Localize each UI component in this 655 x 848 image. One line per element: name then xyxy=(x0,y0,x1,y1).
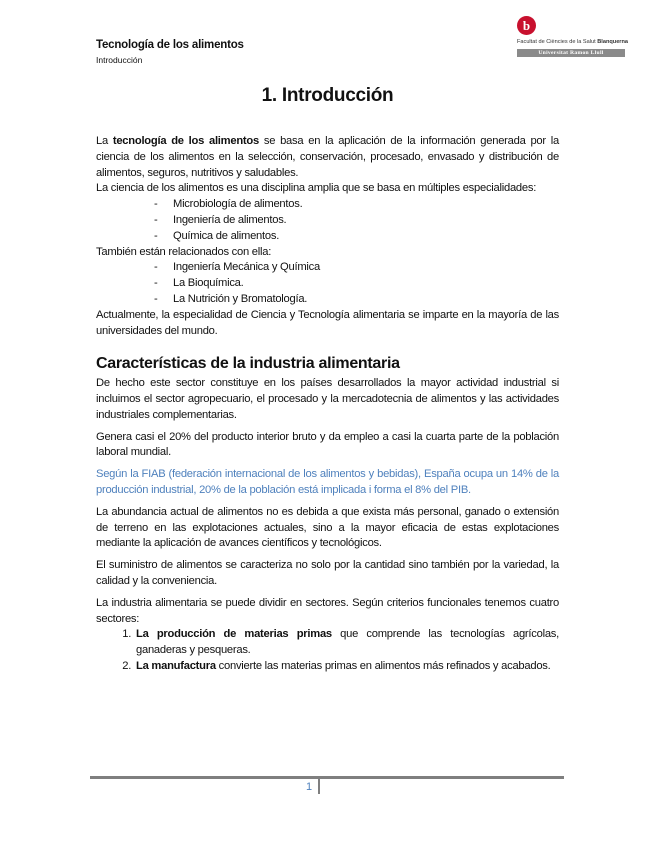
page-title: 1. Introducción xyxy=(261,85,394,106)
section-heading: Características de la industria alimentaria xyxy=(96,355,400,373)
list-item: - Microbiología de alimentos. xyxy=(154,197,559,213)
list-item: - Química de alimentos. xyxy=(154,229,559,245)
page-number: 1 xyxy=(306,781,313,793)
list-item: - La Bioquímica. xyxy=(154,276,559,292)
university-logo xyxy=(517,16,629,62)
footer-rule xyxy=(90,776,564,779)
section-paragraph-1: De hecho este sector constituye en los países desarrollados la mayor actividad industrial si incluimos el sector agropecuario, el procesado y la mercadotecnia de alimentos y las actividades industriales complementarias. xyxy=(96,377,559,421)
list-item: - Ingeniería de alimentos. xyxy=(154,213,559,229)
list-item: 1. La producción de materias primas que comprende las tecnologías agrícolas, ganaderas y pesqueras. xyxy=(134,627,559,659)
body-content xyxy=(96,134,559,675)
footer-divider xyxy=(318,778,320,794)
section-paragraph-6: La industria alimentaria se puede dividir en sectores. Según criterios funcionales tenemos cuatro sectores: xyxy=(96,596,559,625)
list-item: 2. La manufactura convierte las materias primas en alimentos más refinados y acabados. xyxy=(134,659,559,675)
section-paragraph-2: Genera casi el 20% del producto interior bruto y da empleo a casi la cuarta parte de la población laboral mundial. xyxy=(96,430,559,459)
intro-paragraph-4: Actualmente, la especialidad de Ciencia y Tecnología alimentaria se imparte en la mayoría de las universidades del mundo. xyxy=(96,308,559,337)
logo-faculty-text: Facultat de Ciències de la Salut Blanquerna xyxy=(517,39,629,45)
intro-paragraph-2: La ciencia de los alimentos es una disciplina amplia que se basa en múltiples especialidades: xyxy=(96,182,537,195)
fiab-paragraph: Según la FIAB (federación internacional de los alimentos y bebidas), España ocupa un 14% de la producción industrial, 20% de la población está implicada i forma el 8% del PIB. xyxy=(96,468,559,496)
section-paragraph-5: El suministro de alimentos se caracteriza no solo por la cantidad sino también por la variedad, la calidad y la conveniencia. xyxy=(96,559,559,587)
logo-mark: b xyxy=(517,16,536,35)
related-list xyxy=(96,260,559,307)
section-paragraph-4: La abundancia actual de alimentos no es debida a que exista más personal, ganado o extensión de terreno en las explotaciones actuales, sino a la mayor eficacia de estas explotaciones mediante la aplicación de avances científicos y tecnológicos. xyxy=(96,505,559,550)
intro-paragraph-1: La tecnología de los alimentos se basa en la aplicación de la información generada por la ciencia de los alimentos en la selección, conservación, procesado, envasado y distribución de alimentos, seguros, nutritivos y saludables. xyxy=(96,135,559,179)
list-item: - La Nutrición y Bromatología. xyxy=(154,292,559,308)
header-subtitle: Introducción xyxy=(96,55,143,65)
list-item: - Ingeniería Mecánica y Química xyxy=(154,260,559,276)
header-title: Tecnología de los alimentos xyxy=(96,39,244,51)
sectors-list xyxy=(96,627,559,674)
specialties-list xyxy=(96,197,559,244)
intro-paragraph-3: También están relacionados con ella: xyxy=(96,245,272,258)
logo-university-bar: Universitat Ramon Llull xyxy=(517,49,625,57)
